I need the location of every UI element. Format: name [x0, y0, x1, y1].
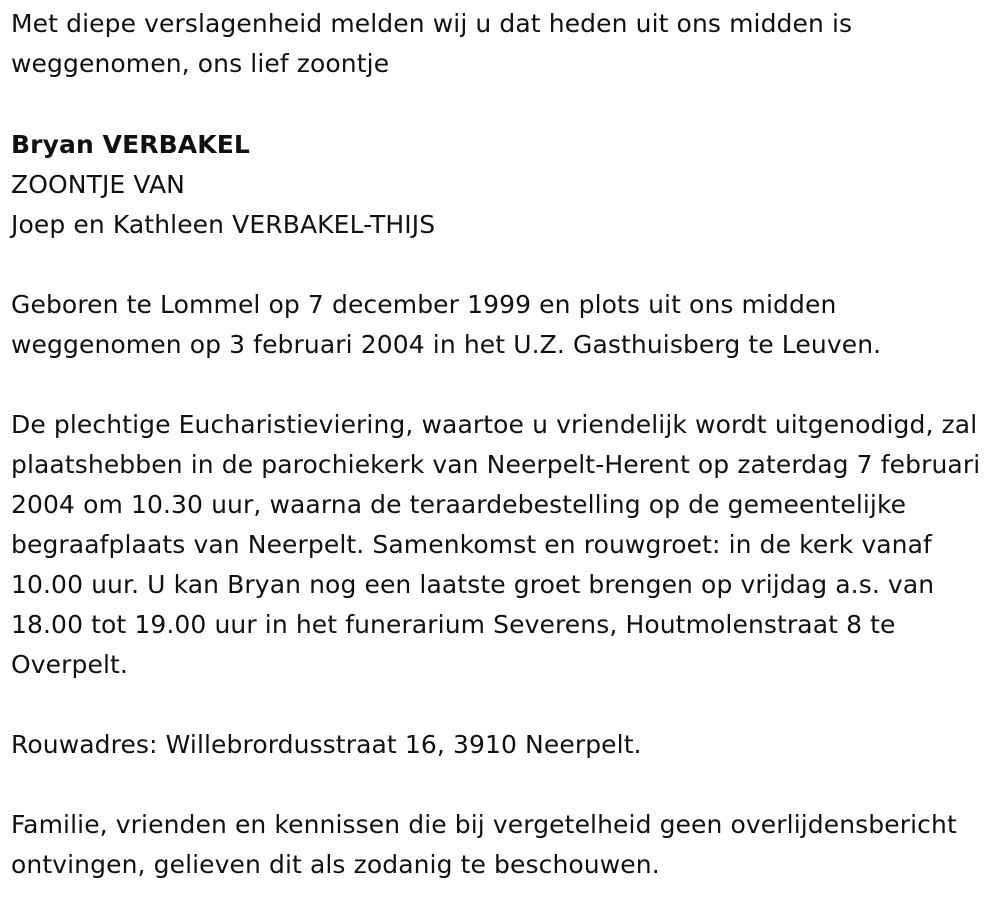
closing-text: Familie, vrienden en kennissen die bij vergetelheid geen overlijdensbericht ontvingen, gelieven dit als zodanig te beschouwen. — [11, 810, 957, 879]
birth-death-text: Geboren te Lommel op 7 december 1999 en plots uit ons midden weggenomen op 3 februari 2004 in het U.Z. Gasthuisberg te Leuven. — [11, 290, 882, 359]
spacer — [11, 765, 996, 805]
death-notice — [11, 4, 996, 885]
deceased-name: Bryan VERBAKEL — [11, 130, 250, 159]
spacer — [11, 365, 996, 405]
ceremony-text: De plechtige Eucharistieviering, waartoe u vriendelijk wordt uitgenodigd, zal plaatshebben in de parochiekerk van Neerpelt-Herent op zaterdag 7 februari 2004 om 10.30 uur, waarna de teraardebestelling op de gemeentelijke begraafplaats van Neerpelt. Samenkomst en rouwgroet: in de kerk vanaf 10.00 uur. U kan Bryan nog een laatste groet brengen op vrijdag a.s. van 18.00 tot 19.00 uur in het funerarium Severens, Houtmolenstraat 8 te Overpelt. — [11, 410, 981, 679]
relation-label: ZOONTJE VAN — [11, 170, 185, 199]
intro-text: Met diepe verslagenheid melden wij u dat heden uit ons midden is weggenomen, ons lief zoontje — [11, 9, 853, 78]
mourning-address: Rouwadres: Willebrordusstraat 16, 3910 Neerpelt. — [11, 730, 642, 759]
spacer — [11, 84, 996, 124]
parents-names: Joep en Kathleen VERBAKEL-THIJS — [11, 210, 436, 239]
spacer — [11, 685, 996, 725]
spacer — [11, 245, 996, 285]
